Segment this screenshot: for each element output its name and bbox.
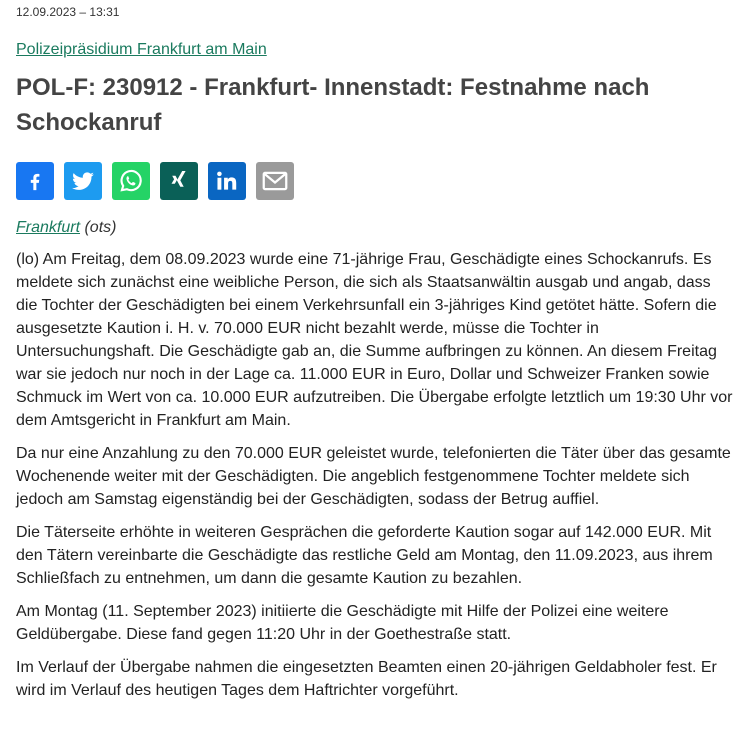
location-link[interactable]: Frankfurt <box>16 219 81 236</box>
xing-icon <box>167 168 191 194</box>
article-paragraph: (lo) Am Freitag, dem 08.09.2023 wurde eine 71-jährige Frau, Geschädigte eines Schockanrufs. Es meldete sich zunächst eine weibliche Person, die sich als Staatsanwältin ausgab und angab, dass die Tochter der Geschädigten bei einem Verkehrsunfall ein 3-jähriges Kind getötet hätte. Sofern die ausgesetzte Kaution i. H. v. 70.000 EUR nicht bezahlt werde, müsse die Tochter in Untersuchungshaft. Die Geschädigte gab an, die Summe aufbringen zu können. An diesem Freitag war sie jedoch nur noch in der Lage ca. 11.000 EUR in Euro, Dollar und Schweizer Franken sowie Schmuck im Wert von ca. 10.000 EUR aufzutreiben. Die Übergabe erfolgte letztlich um 19:30 Uhr vor dem Amtsgericht in Frankfurt am Main. <box>16 251 733 429</box>
dateline <box>16 218 735 238</box>
whatsapp-icon <box>117 167 145 195</box>
article-headline: POL-F: 230912 - Frankfurt- Innenstadt: Festnahme nach Schockanruf <box>16 74 650 136</box>
share-linkedin-button[interactable] <box>208 162 246 200</box>
article-paragraph: Die Täterseite erhöhte in weiteren Gesprächen die geforderte Kaution sogar auf 142.000 EUR. Mit den Tätern vereinbarte die Geschädigte das restliche Geld am Montag, den 11.09.2023, aus ihrem Schließfach zu entnehmen, um dann die gesamte Kaution zu bezahlen. <box>16 524 713 587</box>
share-whatsapp-button[interactable] <box>112 162 150 200</box>
share-bar <box>16 162 735 200</box>
facebook-icon <box>24 170 46 192</box>
share-facebook-button[interactable] <box>16 162 54 200</box>
share-email-button[interactable] <box>256 162 294 200</box>
article-paragraph: Im Verlauf der Übergabe nahmen die eingesetzten Beamten einen 20-jährigen Geldabholer fest. Er wird im Verlauf des heutigen Tages dem Haftrichter vorgeführt. <box>16 659 717 699</box>
email-icon <box>260 166 290 196</box>
article-paragraph: Am Montag (11. September 2023) initiierte die Geschädigte mit Hilfe der Polizei eine weitere Geldübergabe. Diese fand gegen 11:20 Uhr in der Goethestraße statt. <box>16 603 669 643</box>
share-twitter-button[interactable] <box>64 162 102 200</box>
agency-tag: (ots) <box>84 219 117 236</box>
article-paragraph: Da nur eine Anzahlung zu den 70.000 EUR geleistet wurde, telefonierten die Täter über das gesamte Wochenende weiter mit der Geschädigten. Die angeblich festgenommene Tochter meldete sich jedoch am Samstag eigenständig bei der Geschädigten, sodass der Betrug auffiel. <box>16 445 731 508</box>
source-link[interactable]: Polizeipräsidium Frankfurt am Main <box>16 41 267 58</box>
share-xing-button[interactable] <box>160 162 198 200</box>
linkedin-icon <box>214 168 240 194</box>
publish-date: 12.09.2023 – 13:31 <box>16 5 120 19</box>
twitter-icon <box>70 168 96 194</box>
